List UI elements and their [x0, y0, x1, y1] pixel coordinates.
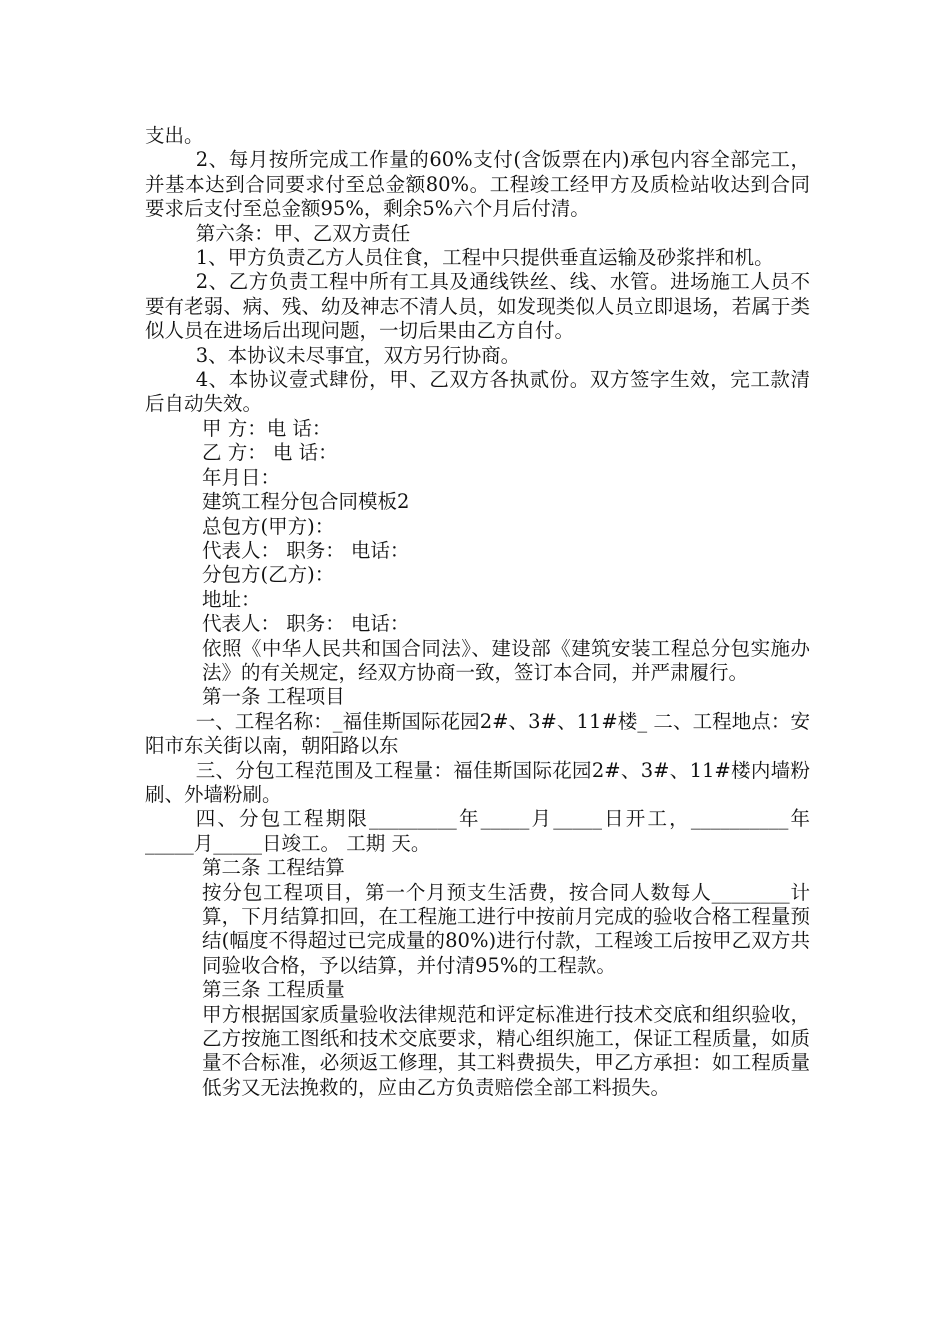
representative-line-a: 代表人： 职务： 电话：	[202, 538, 410, 562]
paragraph-continuation: 支出。	[145, 124, 204, 147]
article-one-heading: 第一条 工程项目	[202, 685, 345, 709]
paragraph-project-scope: 三、分包工程范围及工程量：福佳斯国际花园2#、3#、11#楼内墙粉刷、外墙粉刷。	[145, 758, 810, 806]
general-contractor-line: 总包方(甲方)：	[202, 514, 335, 538]
paragraph-copies: 4、本协议壹式肆份，甲、乙双方各执贰份。双方签字生效，完工款清后自动失效。	[145, 368, 810, 416]
paragraph-payment-schedule: 2、每月按所完成工作量的60%支付(含饭票在内)承包内容全部完工，并基本达到合同要求付至总金额80%。工程竣工经甲方及质检站收达到合同要求后支付至总金额95%，剩余5%六个月后付清。	[145, 148, 810, 221]
article-three-heading: 第三条 工程质量	[202, 978, 345, 1002]
address-line: 地址：	[202, 587, 261, 611]
paragraph-party-b-duty: 2、乙方负责工程中所有工具及通线铁丝、线、水管。进场施工人员不要有老弱、病、残、幼及神志不清人员，如发现类似人员立即退场，若属于类似人员在进场后出现问题，一切后果由乙方自付。	[145, 270, 810, 343]
article-six-heading: 第六条：甲、乙双方责任	[195, 221, 411, 245]
signature-party-a: 甲 方：电 话：	[202, 416, 332, 440]
paragraph-negotiation: 3、本协议未尽事宜，双方另行协商。	[195, 343, 521, 367]
paragraph-legal-basis: 依照《中华人民共和国合同法》、建设部《建筑安装工程总分包实施办法》的有关规定，经双方协商一致，签订本合同，并严肃履行。	[202, 636, 810, 684]
subcontractor-line: 分包方(乙方)：	[202, 563, 335, 587]
representative-line-b: 代表人： 职务： 电话：	[202, 612, 410, 636]
article-two-heading: 第二条 工程结算	[202, 856, 345, 880]
signature-date: 年月日：	[202, 465, 281, 489]
paragraph-settlement: 按分包工程项目，第一个月预支生活费，按合同人数每人________计算，下月结算扣回，在工程施工进行中按前月完成的验收合格工程量预结(幅度不得超过已完成量的80%)进行付款，工程竣工后按甲乙双方共同验收合格，予以结算，并付清95%的工程款。	[202, 880, 810, 977]
paragraph-party-a-duty: 1、甲方负责乙方人员住食，工程中只提供垂直运输及砂浆拌和机。	[195, 246, 774, 270]
paragraph-project-period: 四、分包工程期限_________年_____月_____日开工，__________年_____月_____日竣工。 工期 天。	[145, 807, 810, 855]
signature-party-b: 乙 方： 电 话：	[202, 441, 338, 465]
document-page	[145, 124, 810, 1100]
template-title: 建筑工程分包合同模板2	[202, 490, 410, 514]
paragraph-quality: 甲方根据国家质量验收法律规范和评定标准进行技术交底和组织验收，乙方按施工图纸和技术交底要求，精心组织施工，保证工程质量，如质量不合标准，必须返工修理，其工料费损失，甲乙方承担：如工程质量低劣又无法挽救的，应由乙方负责赔偿全部工料损失。	[202, 1002, 810, 1099]
paragraph-project-name: 一、工程名称：_福佳斯国际花园2#、3#、11#楼_ 二、工程地点：安阳市东关街以南，朝阳路以东	[145, 709, 810, 758]
